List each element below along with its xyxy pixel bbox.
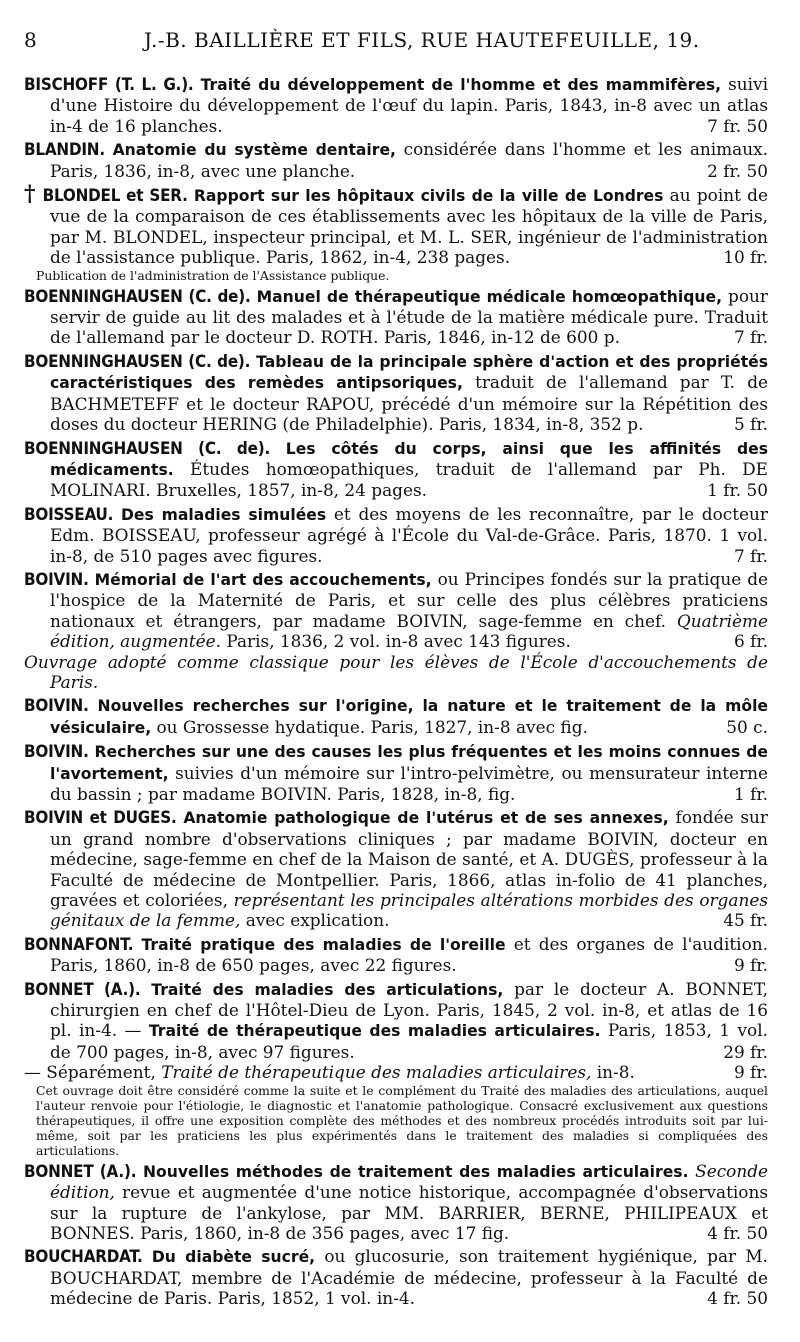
entry-price: 50 c.	[726, 716, 768, 737]
entry-description: et des organes de l'audition. Paris, 1860, in-8 de 650 pages, avec 22 figures.	[50, 933, 768, 976]
entry-author: BOIVIN.	[24, 695, 89, 716]
entry-work-title: Tableau de la principale sphère d'action et des propriétés caractéristiques des remèdes antipsoriques,	[50, 352, 769, 393]
separately-prefix: — Séparément,	[24, 1062, 156, 1083]
entry-italic-desc: représentant les principales altérations morbides des organes génitaux de la femme,	[50, 890, 768, 931]
entry-description: revue et augmentée d'une notice historique, accompagnée d'observations sur la rupture de l'ankylose, par MM. BARRIER, BERNE, PHILIPEAUX et BONNES. Paris, 1860, in-8 de 356 pages, avec 17 fig.	[50, 1182, 768, 1243]
entry-author: BOIVIN.	[24, 568, 89, 589]
entry-work-title: Rapport sur les hôpitaux civils de la ville de Londres	[193, 187, 664, 206]
entry-work-title: Traité des maladies des articulations,	[151, 980, 504, 999]
entry-author: BISCHOFF (T. L. G.).	[24, 74, 194, 94]
entry-work-title: Traité pratique des maladies de l'oreille	[141, 935, 506, 954]
entry-description: considérée dans l'homme et les animaux. Paris, 1836, in-8, avec une planche.	[50, 139, 769, 181]
entry-bischoff	[24, 74, 768, 136]
entry-price: 9 fr.	[734, 1062, 768, 1083]
entry-author: BOENNINGHAUSEN (C. de).	[24, 285, 251, 306]
entry-work-title: Des maladies simulées	[120, 505, 327, 524]
entry-edition: Seconde édition,	[50, 1160, 769, 1203]
dagger-mark: †	[24, 181, 37, 208]
entry-author: BONNAFONT.	[24, 933, 134, 954]
entry-work-title: Nouvelles méthodes de traitement des maladies articulaires.	[142, 1162, 689, 1181]
entry-price: 10 fr.	[723, 247, 768, 268]
entry-description: suivi d'une Histoire du développement de l'œuf du lapin. Paris, 1843, in-8 avec un atlas in-4 de 16 planches.	[50, 74, 769, 136]
entry-author: BOISSEAU.	[24, 503, 114, 524]
entry-description: au point de vue de la comparaison de ces établissements avec les hôpitaux de la ville de Paris, par M. BLONDEL, inspecteur principal, et M. L. SER, ingénieur de l'administration de l'assistance publique. Paris, 1862, in-4, 238 pages.	[50, 185, 768, 268]
entry-author: BOIVIN et DUGES.	[24, 807, 177, 828]
entry-price: 6 fr.	[734, 631, 768, 652]
entry-bouchardat	[24, 1246, 768, 1308]
entry-price: 7 fr.	[734, 327, 768, 348]
entry-description: ou Principes fondés sur la pratique de l'hospice de la Maternité de Paris, et sur celle des plus célèbres praticiens nationaux et étrangers, par madame BOIVIN, sage-femme en chef.	[50, 568, 769, 631]
entry-price: 4 fr. 50	[707, 1222, 768, 1243]
entry-work-title: Anatomie pathologique de l'utérus et de ses annexes,	[183, 809, 669, 828]
entry-author: BLONDEL et SER.	[42, 185, 188, 206]
entry-description-cont: Paris, 1836, 2 vol. in-8 avec 143 figures.	[226, 631, 571, 652]
entry-description: traduit de l'allemand par T. de BACHMETEFF et le docteur RAPOU, précédé d'un mémoire sur la Répétition des doses du docteur HERING (de Philadelphie). Paris, 1834, in-8, 352 p.	[50, 372, 769, 435]
entry-description: ou glucosurie, son traitement hygiénique, par M. BOUCHARDAT, membre de l'Académie de médecine, professeur à la Faculté de médecine de Paris. Paris, 1852, 1 vol. in-4.	[50, 1246, 768, 1309]
entry-author: BOUCHARDAT.	[24, 1246, 143, 1267]
catalog-entries	[24, 74, 768, 1309]
entry-description: ou Grossesse hydatique. Paris, 1827, in-8 avec fig.	[156, 716, 588, 737]
page-number: 8	[24, 28, 38, 52]
entry-adoption-note: Ouvrage adopté comme classique pour les élèves de l'École d'accouchements de Paris.	[24, 651, 768, 692]
page-header	[24, 28, 768, 52]
entry-bonnafont	[24, 934, 768, 976]
entry-boenninghausen-manuel	[24, 286, 768, 348]
entry-work-title: Les côtés du corps, ainsi que les affinités des médicaments.	[50, 439, 768, 479]
entry-description-cont: avec explication.	[245, 910, 390, 931]
entry-boivin-nouvelles	[24, 695, 768, 738]
entry-boivin-memorial	[24, 569, 768, 652]
entry-description: et des moyens de les reconnaître, par le docteur Edm. BOISSEAU, professeur agrégé à l'École du Val-de-Grâce. Paris, 1870. 1 vol. in-8, de 510 pages avec figures.	[50, 503, 768, 566]
entry-work-title: Anatomie du système dentaire,	[112, 141, 396, 160]
entry-author: BONNET (A.).	[24, 978, 141, 999]
entry-price: 1 fr.	[734, 784, 768, 804]
entry-description: par le docteur A. BONNET, chirurgien en chef de l'Hôtel-Dieu de Lyon. Paris, 1845, 2 vol. in-8, et atlas de 16 pl. in-4. —	[50, 978, 768, 1041]
entry-author: BLANDIN.	[24, 139, 105, 160]
entry-boisseau	[24, 504, 768, 566]
entry-author: BONNET (A.).	[24, 1160, 137, 1181]
separately-title: Traité de thérapeutique des maladies articulaires,	[161, 1062, 592, 1083]
entry-description: pour servir de guide au lit des malades et à l'étude de la matière médicale pure. Traduit de l'allemand par le docteur D. ROTH. Paris, 1846, in-12 de 600 p.	[50, 285, 768, 348]
entry-work-title: Du diabète sucré,	[151, 1248, 316, 1267]
entry-work-title: Nouvelles recherches sur l'origine, la nature et le traitement de la môle vésiculaire,	[50, 697, 768, 737]
entry-bonnet-nouvelles	[24, 1161, 768, 1244]
entry-author: BOENNINGHAUSEN (C. de).	[24, 437, 271, 458]
entry-blondel-ser	[24, 181, 768, 268]
entry-bonnet-traite	[24, 979, 768, 1063]
entry-edition: Quatrième édition, augmentée.	[50, 610, 768, 652]
entry-author: BOENNINGHAUSEN (C. de).	[24, 350, 251, 371]
entry-description-cont: Paris, 1853, 1 vol. de 700 pages, in-8, avec 97 figures.	[50, 1020, 768, 1062]
running-title: J.-B. BAILLIÈRE ET FILS, RUE HAUTEFEUILLE, 19.	[144, 28, 700, 52]
entry-price: 2 fr. 50	[707, 160, 768, 181]
entry-price: 7 fr.	[734, 545, 768, 566]
entry-price: 45 fr.	[723, 910, 768, 931]
entry-blandin	[24, 139, 768, 181]
entry-second-work-title: Traité de thérapeutique des maladies articulaires.	[148, 1022, 601, 1041]
entry-boenninghausen-tableau	[24, 351, 768, 435]
entry-boivin-recherches	[24, 741, 768, 804]
entry-bonnet-separately	[24, 1062, 768, 1082]
entry-price: 4 fr. 50	[707, 1288, 768, 1309]
entry-price: 5 fr.	[734, 414, 768, 435]
entry-boivin-duges	[24, 807, 768, 930]
entry-price: 29 fr.	[723, 1041, 768, 1062]
entry-price: 7 fr. 50	[707, 115, 768, 136]
entry-work-title: Manuel de thérapeutique médicale homœopathique,	[256, 287, 722, 306]
entry-work-title: Recherches sur une des causes les plus fréquentes et les moins connues de l'avortement,	[50, 743, 768, 783]
entry-note: Publication de l'administration de l'Assistance publique.	[36, 267, 390, 283]
entry-author: BOIVIN.	[24, 741, 89, 762]
entry-description: Études homœopathiques, traduit de l'allemand par Ph. DE MOLINARI. Bruxelles, 1857, in-8, 24 pages.	[50, 458, 768, 501]
entry-description: fondée sur un grand nombre d'observations cliniques ; par madame BOIVIN, docteur en médecine, sage-femme en chef de la Maison de santé, et A. DUGÈS, professeur à la Faculté de médecine de Montpellier. Paris, 1866, atlas in-folio de 41 planches, gravées et coloriées,	[50, 807, 768, 911]
separately-format: in-8.	[596, 1062, 635, 1083]
entry-work-title: Traité du développement de l'homme et des mammifères,	[200, 76, 722, 94]
entry-description: suivies d'un mémoire sur l'intro-pelvimètre, ou mensurateur interne du bassin ; par madame BOIVIN. Paris, 1828, in-8, fig.	[50, 762, 768, 804]
entry-price: 1 fr. 50	[707, 480, 768, 501]
entry-note: Cet ouvrage doit être considéré comme la suite et le complément du Traité des maladies des articulations, auquel l'auteur renvoie pour l'étiologie, le diagnostic et l'anatomie pathologique. Consacré exclusivement aux questions thérapeutiques, il offre une exposition complète des méthodes et des nombreux procédés introduits soit par lui-même, soit par les praticiens les plus expérimentés dans le traitement des maladies si compliquées des articulations.	[36, 1082, 768, 1158]
entry-boenninghausen-cotes	[24, 438, 768, 501]
entry-price: 9 fr.	[734, 955, 768, 976]
entry-work-title: Mémorial de l'art des accouchements,	[94, 570, 432, 589]
